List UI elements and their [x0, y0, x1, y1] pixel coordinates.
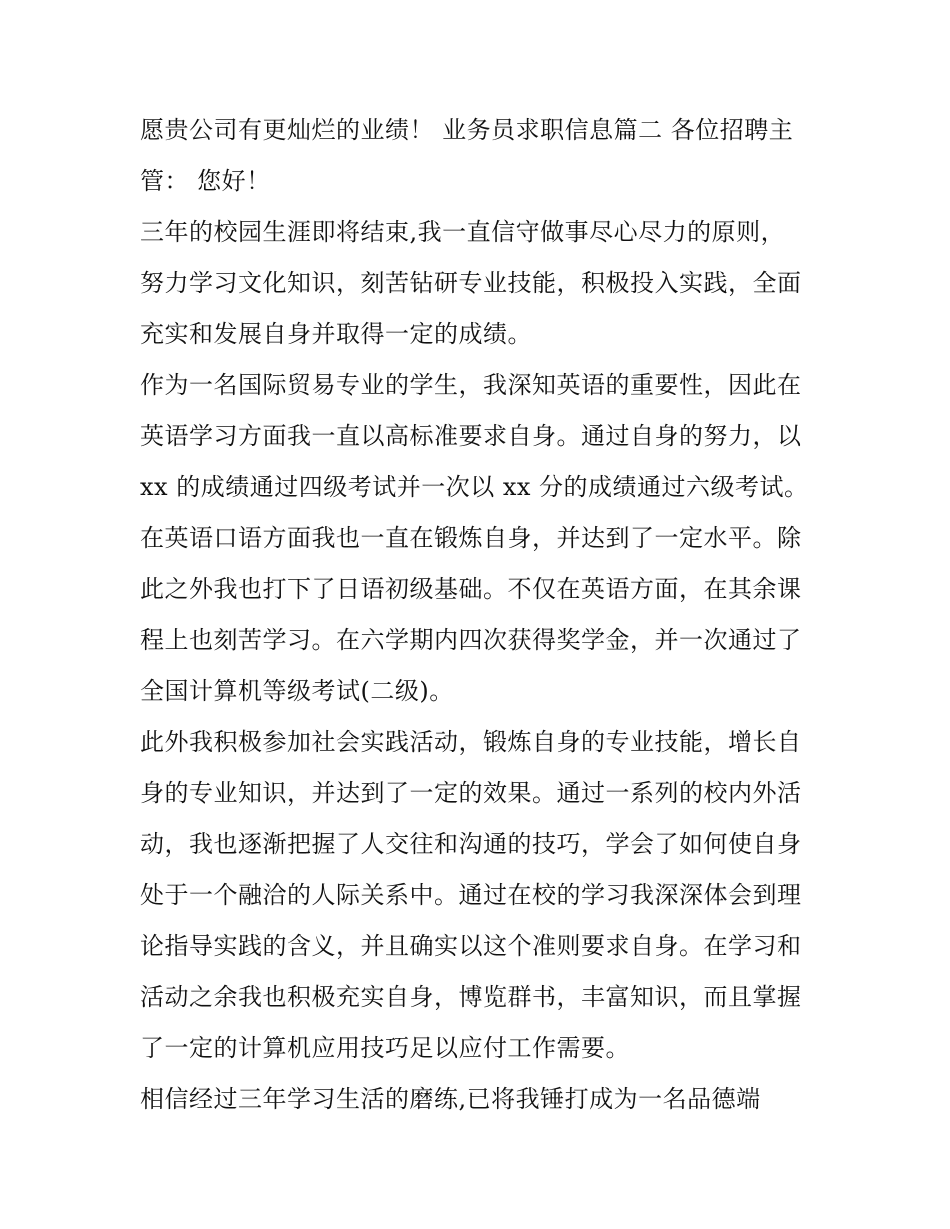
text-line: 程上也刻苦学习。在六学期内四次获得奖学金，并一次通过了	[140, 626, 802, 654]
text-line: 努力学习文化知识，刻苦钻研专业技能，积极投入实践，全面	[140, 269, 802, 297]
text-line: 在英语口语方面我也一直在锻炼自身，并达到了一定水平。除	[140, 524, 802, 552]
text-line: xx 的成绩通过四级考试并一次以 xx 分的成绩通过六级考试。	[140, 473, 809, 501]
text-line: 充实和发展自身并取得一定的成绩。	[140, 320, 532, 348]
text-line: 英语学习方面我一直以高标准要求自身。通过自身的努力，以	[140, 422, 802, 450]
text-line: 此外我积极参加社会实践活动，锻炼自身的专业技能，增长自	[140, 728, 802, 756]
text-line: 三年的校园生涯即将结束,我一直信守做事尽心尽力的原则，	[140, 218, 786, 246]
text-line: 管： 您好！	[140, 167, 271, 195]
text-line: 愿贵公司有更灿烂的业绩！ 业务员求职信息篇二 各位招聘主	[140, 116, 794, 144]
text-line: 身的专业知识，并达到了一定的效果。通过一系列的校内外活	[140, 779, 802, 807]
text-line: 全国计算机等级考试(二级)。	[140, 677, 454, 705]
text-line: 相信经过三年学习生活的磨练,已将我锤打成为一名品德端	[140, 1085, 761, 1113]
text-line: 论指导实践的含义，并且确实以这个准则要求自身。在学习和	[140, 932, 802, 960]
text-line: 作为一名国际贸易专业的学生，我深知英语的重要性，因此在	[140, 371, 802, 399]
text-line: 活动之余我也积极充实自身，博览群书，丰富知识，而且掌握	[140, 983, 802, 1011]
text-line: 动，我也逐渐把握了人交往和沟通的技巧，学会了如何使自身	[140, 830, 802, 858]
text-line: 此之外我也打下了日语初级基础。不仅在英语方面，在其余课	[140, 575, 802, 603]
text-line: 处于一个融洽的人际关系中。通过在校的学习我深深体会到理	[140, 881, 802, 909]
text-line: 了一定的计算机应用技巧足以应付工作需要。	[140, 1034, 630, 1062]
